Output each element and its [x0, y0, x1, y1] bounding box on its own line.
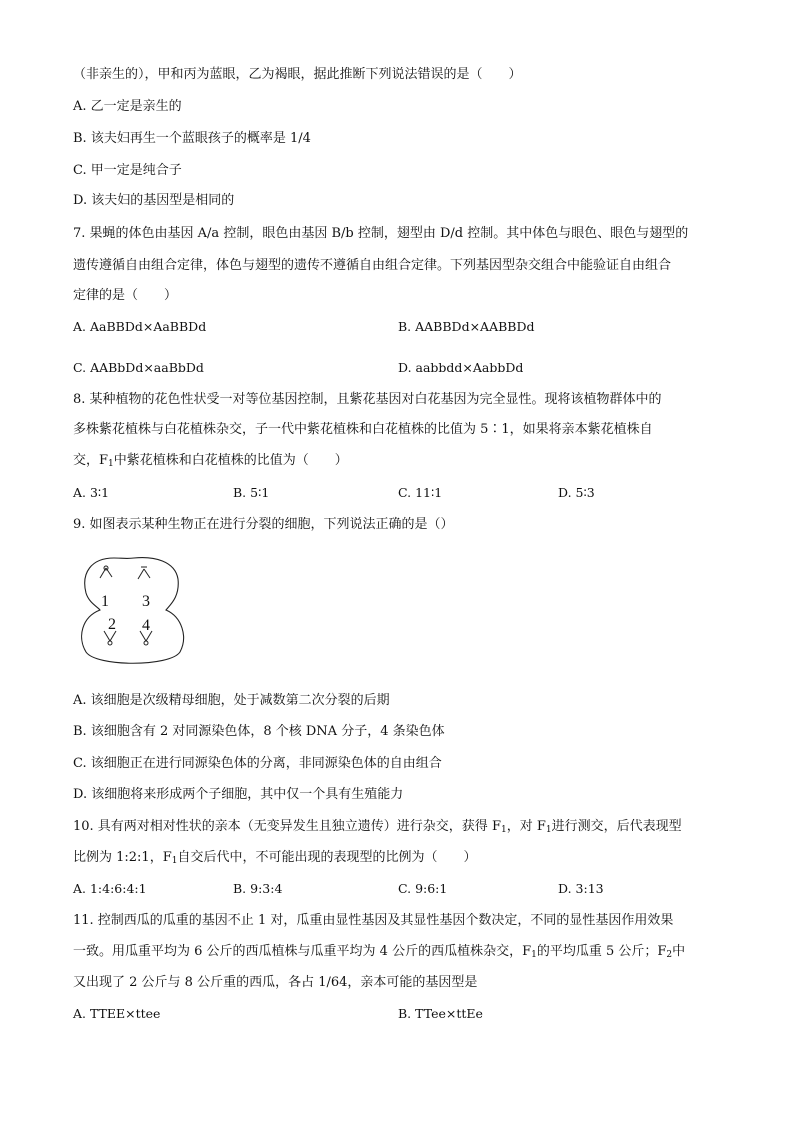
q8-option-b: B. 5∶1: [233, 485, 270, 500]
q11-stem-line-3: 又出现了 2 公斤与 8 公斤重的西瓜，各占 1/64，亲本可能的基因型是: [73, 975, 478, 990]
dividing-cell-figure: [76, 555, 190, 669]
figure-number-3: 3: [142, 593, 150, 610]
q11-option-b: B. TTee×ttEe: [398, 1006, 483, 1021]
q7-stem-line-3: 定律的是（ ）: [73, 288, 178, 303]
q9-option-d: D. 该细胞将来形成两个子细胞，其中仅一个具有生殖能力: [73, 787, 404, 802]
figure-number-2: 2: [108, 616, 116, 633]
figure-number-4: 4: [142, 617, 150, 634]
chromosome-2-bottom: [104, 631, 116, 645]
q7-option-a: A. AaBBDd×AaBBDd: [73, 319, 207, 334]
q6-option-b: B. 该夫妇再生一个蓝眼孩子的概率是 1/4: [73, 131, 311, 146]
q10-option-d: D. 3:13: [558, 881, 604, 896]
q6-option-c: C. 甲一定是纯合子: [73, 163, 182, 178]
q7-option-b: B. AABBDd×AABBDd: [398, 319, 535, 334]
q11-stem-line-1: 11. 控制西瓜的瓜重的基因不止 1 对，瓜重由显性基因及其显性基因个数决定，不同的显性基因作用效果: [73, 913, 674, 928]
q9-option-b: B. 该细胞含有 2 对同源染色体，8 个核 DNA 分子，4 条染色体: [73, 724, 445, 739]
chromosome-1-top: [100, 566, 112, 578]
q7-stem-line-2: 遗传遵循自由组合定律，体色与翅型的遗传不遵循自由组合定律。下列基因型杂交组合中能验证自由组合: [73, 258, 672, 273]
q6-stem-continuation: （非亲生的），甲和丙为蓝眼，乙为褐眼，据此推断下列说法错误的是（ ）: [73, 67, 522, 82]
q8-option-c: C. 11∶1: [398, 485, 443, 500]
q8-stem-line-3: 交，$F_1$中紫花植株和白花植株的比值为（ ）: [73, 453, 348, 469]
q10-option-a: A. 1:4:6:4:1: [73, 881, 147, 896]
q10-stem-line-2: 比例为 1:2:1，$F_1$自交后代中，不可能出现的表现型的比例为（ ）: [73, 850, 477, 866]
cell-membrane: [82, 558, 184, 664]
q10-option-c: C. 9:6:1: [398, 881, 448, 896]
q7-option-d: D. aabbdd×AabbDd: [398, 360, 524, 375]
q10-option-b: B. 9:3:4: [233, 881, 283, 896]
q7-stem-line-1: 7. 果蝇的体色由基因 A/a 控制，眼色由基因 B/b 控制，翅型由 D/d 控制。其中体色与眼色、眼色与翅型的: [73, 226, 689, 241]
q8-option-a: A. 3∶1: [73, 485, 110, 500]
q8-stem-line-1: 8. 某种植物的花色性状受一对等位基因控制，且紫花基因对白花基因为完全显性。现将该植物群体中的: [73, 392, 662, 407]
q8-stem-line-2: 多株紫花植株与白花植株杂交，子一代中紫花植株和白花植株的比值为 5∶1，如果将亲本紫花植株自: [73, 422, 653, 437]
q6-option-d: D. 该夫妇的基因型是相同的: [73, 193, 235, 208]
q7-option-c: C. AABbDd×aaBbDd: [73, 360, 204, 375]
q6-option-a: A. 乙一定是亲生的: [73, 99, 182, 114]
q9-option-c: C. 该细胞正在进行同源染色体的分离，非同源染色体的自由组合: [73, 756, 442, 771]
q10-stem-line-1: 10. 具有两对相对性状的亲本（无变异发生且独立遗传）进行杂交，获得 $F_1$，对 $F_1$进行测交，后代表现型: [73, 819, 682, 835]
chromosome-3-top: [138, 567, 150, 579]
q11-option-a: A. TTEE×ttee: [73, 1006, 161, 1021]
q11-stem-line-2: 一致。用瓜重平均为 6 公斤的西瓜植株与瓜重平均为 4 公斤的西瓜植株杂交，$F_1$的平均瓜重 5 公斤；$F_2$中: [73, 944, 686, 960]
figure-number-1: 1: [101, 593, 109, 610]
q9-stem: 9. 如图表示某种生物正在进行分裂的细胞，下列说法正确的是（）: [73, 517, 454, 532]
q8-option-d: D. 5∶3: [558, 485, 595, 500]
q9-option-a: A. 该细胞是次级精母细胞，处于减数第二次分裂的后期: [73, 693, 390, 708]
